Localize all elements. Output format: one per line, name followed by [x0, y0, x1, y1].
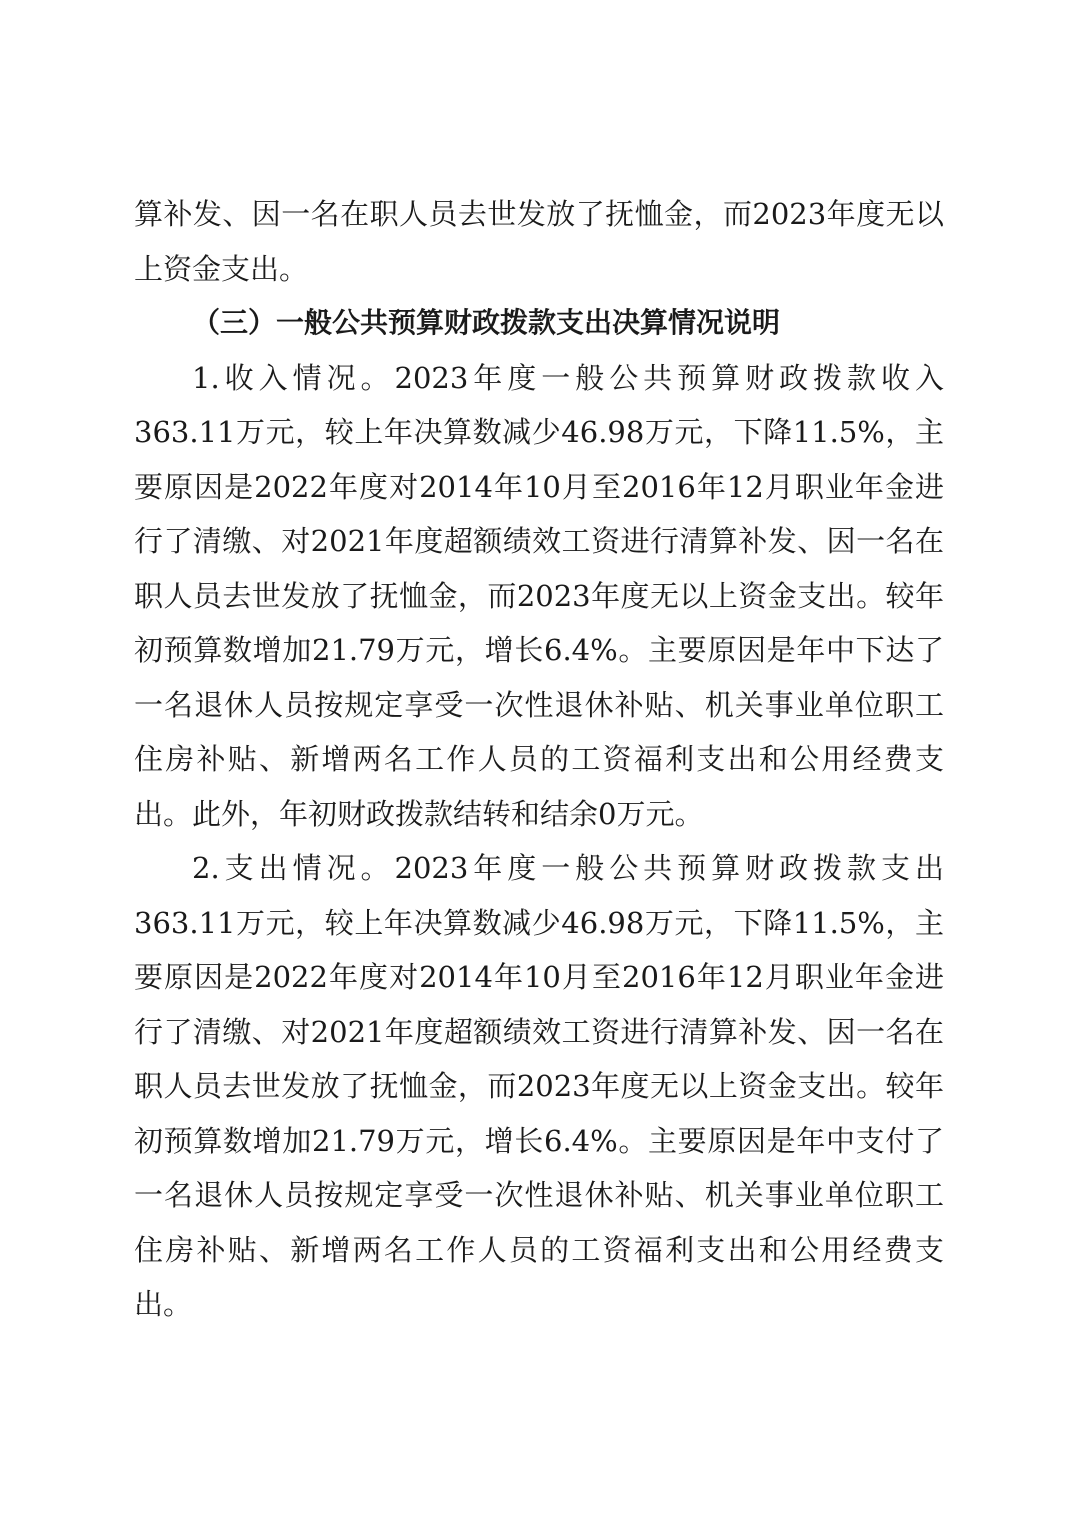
- section-heading: （三）一般公共预算财政拨款支出决算情况说明: [192, 306, 781, 339]
- income-paragraph: 1.收入情况。2023年度一般公共预算财政拨款收入363.11万元，较上年决算数减少46.98万元，下降11.5%，主要原因是2022年度对2014年10月至2016年12月职业年金进行了清缴、对2021年度超额绩效工资进行清算补发、因一名在职人员去世发放了抚恤金，而2023年度无以上资金支出。较年初预算数增加21.79万元，增长6.4%。主要原因是年中下达了一名退休人员按规定享受一次性退休补贴、机关事业单位职工住房补贴、新增两名工作人员的工资福利支出和公用经费支出。此外，年初财政拨款结转和结余0万元。: [134, 360, 944, 831]
- expenditure-paragraph: 2.支出情况。2023年度一般公共预算财政拨款支出363.11万元，较上年决算数减少46.98万元，下降11.5%，主要原因是2022年度对2014年10月至2016年12月职业年金进行了清缴、对2021年度超额绩效工资进行清算补发、因一名在职人员去世发放了抚恤金，而2023年度无以上资金支出。较年初预算数增加21.79万元，增长6.4%。主要原因是年中支付了一名退休人员按规定享受一次性退休补贴、机关事业单位职工住房补贴、新增两名工作人员的工资福利支出和公用经费支出。: [134, 851, 944, 1321]
- continued-paragraph: 算补发、因一名在职人员去世发放了抚恤金，而2023年度无以上资金支出。: [134, 197, 944, 286]
- document-body: [134, 187, 944, 1332]
